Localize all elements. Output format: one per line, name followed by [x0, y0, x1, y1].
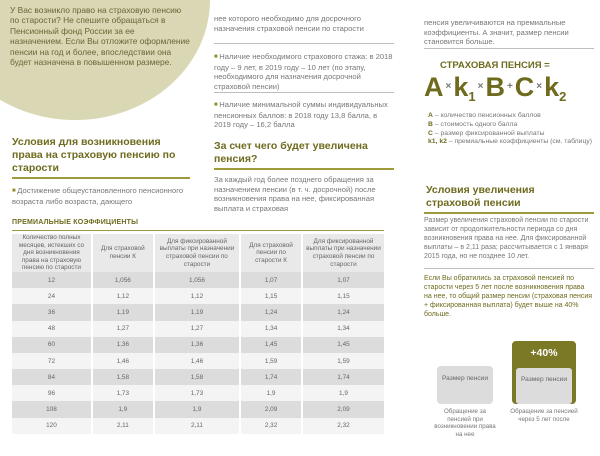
table-cell: 2,09	[303, 401, 384, 417]
formula-b: B	[485, 72, 505, 102]
table-cell: 1,9	[93, 401, 153, 417]
right-divider	[424, 212, 594, 214]
table-cell: 1,15	[303, 288, 384, 304]
formula-a: A	[424, 72, 444, 102]
table-row	[12, 369, 384, 385]
table-cell: 1,15	[241, 288, 301, 304]
bar-label: Размер пенсии	[520, 376, 568, 383]
legend-item: C – размер фиксированной выплаты	[428, 129, 545, 137]
table-cell: 1,46	[93, 353, 153, 369]
right-divider	[424, 48, 594, 49]
pension-bar-normal	[437, 366, 493, 404]
table-cell: 72	[12, 353, 91, 369]
middle-bullet-1: ■ Наличие необходимого страхового стажа: в 2018 году – 9 лет, в 2019 году – 10 лет (по этапу, необходимого для назначения досрочной страховой пенсии)	[214, 52, 394, 91]
caption-deferred: Обращение за пенсией через 5 лет после	[510, 408, 578, 423]
table-cell: 1,74	[241, 369, 301, 385]
col-k-pension: Для страховой пенсии К	[93, 234, 153, 272]
bar-inner	[516, 368, 572, 404]
table-cell: 1,9	[155, 401, 239, 417]
table-cell: 96	[12, 385, 91, 401]
right-divider	[424, 268, 594, 269]
formula-k2: k	[544, 72, 560, 102]
table-cell: 36	[12, 304, 91, 320]
table-cell: 1,74	[303, 369, 384, 385]
table-cell: 24	[12, 288, 91, 304]
table-row	[12, 401, 384, 417]
table-cell: 1,24	[241, 304, 301, 320]
left-bullet: ■ Достижение общеустановленного пенсионного возраста либо возраста, дающего	[12, 186, 192, 206]
table-cell: 1,24	[303, 304, 384, 320]
table-cell: 1,19	[155, 304, 239, 320]
table-header-row	[12, 234, 384, 272]
right-paragraph-2: Если Вы обратились за страховой пенсией по старости через 5 лет после возникновения права на нее, то общий размер пенсии (страховая пенсия + фиксированная выплата) будет выше на 40% больше.	[424, 275, 593, 318]
middle-divider	[214, 43, 394, 44]
table-cell: 1,34	[241, 321, 301, 337]
table-cell: 120	[12, 418, 91, 434]
table-cell: 2,32	[241, 418, 301, 434]
table-cell: 12	[12, 272, 91, 288]
formula-title: СТРАХОВАЯ ПЕНСИЯ =	[440, 60, 550, 71]
middle-top-text: нее которого необходимо для досрочного назначения страховой пенсии по старости	[214, 14, 364, 33]
col-months: Количество полных месяцев, истекших со дня возникновения права на страховую пенсию по старости	[12, 234, 91, 272]
table-cell: 2,11	[155, 418, 239, 434]
table-cell: 1,36	[155, 337, 239, 353]
table-cell: 1,59	[241, 353, 301, 369]
middle-answer: За каждый год более позднего обращения за назначением пенсии (в т. ч. досрочной) после возникновения права на нее, фиксированная выплата и страховая	[214, 175, 376, 213]
table-cell: 1,056	[155, 272, 239, 288]
table-cell: 1,58	[93, 369, 153, 385]
middle-divider	[214, 168, 394, 170]
table-row	[12, 288, 384, 304]
table-cell: 1,46	[155, 353, 239, 369]
premium-coefficients-table	[10, 234, 386, 434]
table-row	[12, 272, 384, 288]
legend-item: B – стоимость одного балла	[428, 120, 518, 128]
table-cell: 1,45	[303, 337, 384, 353]
table-row	[12, 418, 384, 434]
table-row	[12, 337, 384, 353]
bar-label: Размер пенсии	[441, 375, 489, 382]
table-cell: 1,056	[93, 272, 153, 288]
right-paragraph-1: Размер увеличения страховой пенсии по старости зависит от продолжительности периода со дня возникновения права на нее. Для фиксированной выплаты – в 2,11 раза; рассчитывается с 1 января 2015 года, но не позднее 10 лет.	[424, 217, 589, 260]
left-section-title: Условия для возникновения права на страховую пенсию по старости	[12, 136, 176, 174]
right-section-title: Условия увеличения страховой пенсии	[426, 184, 535, 209]
pension-bar-deferred	[512, 341, 576, 404]
table-cell: 1,59	[303, 353, 384, 369]
pension-formula: A $^\times k_1^\times B$ +C $^\times k_2$	[424, 72, 567, 104]
intro-text: У Вас возникло право на страховую пенсию по старости? Не спешите обращаться в Пенсионный фонд России за ее назначением. Если Вы отложите оформление пенсии на год и более, впоследствии она будет назначена в повышенном размере.	[10, 5, 190, 68]
table-cell: 1,27	[93, 321, 153, 337]
table-cell: 1,07	[241, 272, 301, 288]
table-cell: 1,45	[241, 337, 301, 353]
table-cell: 1,73	[93, 385, 153, 401]
table-divider	[12, 230, 384, 231]
formula-legend	[428, 112, 594, 147]
table-cell: 1,58	[155, 369, 239, 385]
right-top-text: пенсия увеличиваются на премиальные коэффициенты. А значит, размер пенсии становится больше.	[424, 18, 569, 47]
table-cell: 48	[12, 321, 91, 337]
col-fixed-2: Для фиксированной выплаты при назначении страховой пенсии по старости	[303, 234, 384, 272]
table-row	[12, 353, 384, 369]
table-cell: 1,9	[241, 385, 301, 401]
table-cell: 1,12	[93, 288, 153, 304]
table-cell: 108	[12, 401, 91, 417]
table-row	[12, 321, 384, 337]
table-cell: 1,9	[303, 385, 384, 401]
middle-divider	[214, 92, 394, 93]
col-k-old-age: Для страховой пенсии по старости К	[241, 234, 301, 272]
table-cell: 1,34	[303, 321, 384, 337]
table-cell: 1,07	[303, 272, 384, 288]
table-row	[12, 385, 384, 401]
legend-item: A – количество пенсионных баллов	[428, 112, 541, 119]
col-fixed: Для фиксированной выплаты при назначении страховой пенсии по старости	[155, 234, 239, 272]
middle-question: За счет чего будет увеличена пенсия?	[214, 140, 368, 165]
legend-item: k1, k2 – премиальные коэффициенты (см. таблицу)	[428, 138, 592, 146]
table-cell: 2,11	[93, 418, 153, 434]
table-row	[12, 304, 384, 320]
formula-k1: k	[453, 72, 469, 102]
table-cell: 1,27	[155, 321, 239, 337]
table-cell: 60	[12, 337, 91, 353]
table-cell: 1,12	[155, 288, 239, 304]
table-title: ПРЕМИАЛЬНЫЕ КОЭФФИЦИЕНТЫ	[12, 219, 139, 226]
middle-bullet-2: ■ Наличие минимальной суммы индивидуальных пенсионных баллов: в 2018 году 13,8 балла, в 2019 году – 16,2 балла	[214, 100, 394, 130]
table-cell: 2,32	[303, 418, 384, 434]
increase-badge: +40%	[530, 347, 558, 359]
table-cell: 1,73	[155, 385, 239, 401]
caption-normal: Обращение за пенсией при возникновении права на нее	[434, 408, 496, 438]
formula-c: C	[514, 72, 535, 102]
table-cell: 1,36	[93, 337, 153, 353]
table-cell: 84	[12, 369, 91, 385]
section-divider	[12, 177, 190, 179]
table-cell: 2,09	[241, 401, 301, 417]
table-cell: 1,19	[93, 304, 153, 320]
